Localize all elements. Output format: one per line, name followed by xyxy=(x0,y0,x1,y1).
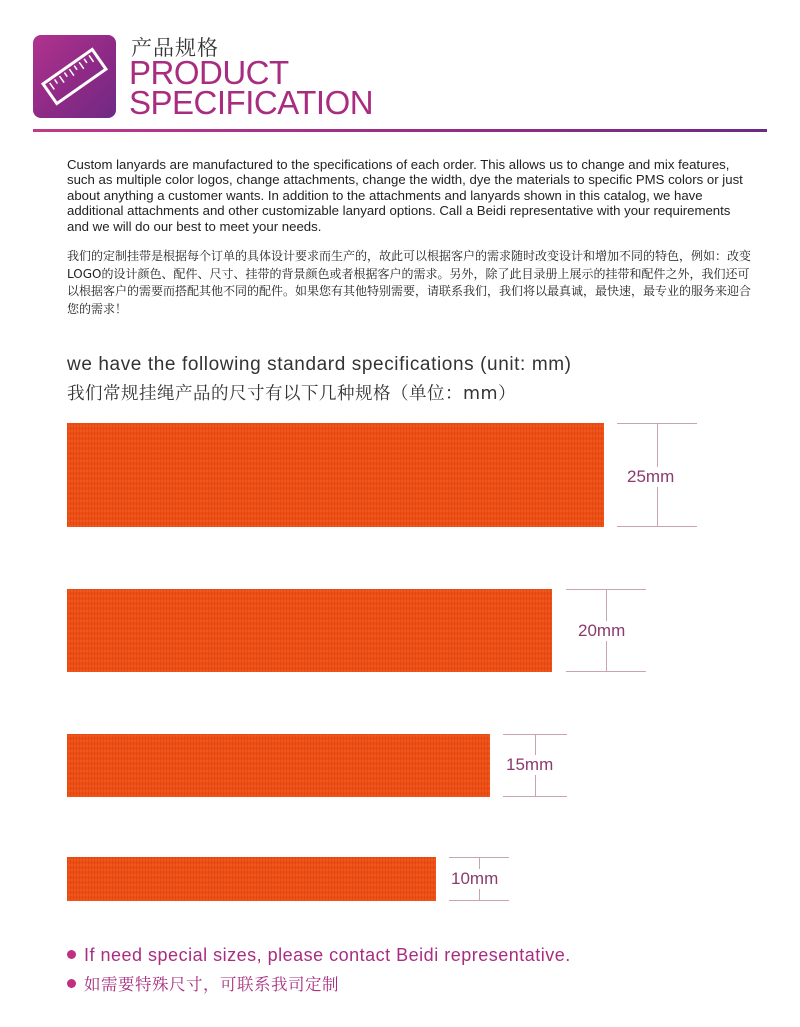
dimension-label-10mm: 10mm xyxy=(451,869,499,888)
page-title-en-line2: SPECIFICATION xyxy=(129,84,374,121)
bullet-dot-icon xyxy=(67,950,76,959)
dimension-label-25mm: 25mm xyxy=(627,467,675,486)
intro-paragraph-en: Custom lanyards are manufactured to the specifications of each order. This allows us to change and mix features, such as multiple color logos, change attachments, change the width, dye the materials to specific PMS colors or just about anything a customer wants. In addition to the attachments and lanyards shown in this catalog, we have additional attachments and other customizable lanyard options. Call a Beidi representative with your requirements and we will do our best to meet your needs. xyxy=(67,157,743,234)
logo-badge xyxy=(33,35,116,118)
lanyard-strap-15mm xyxy=(67,734,490,797)
page-title-en-line1: PRODUCT xyxy=(129,54,289,91)
special-size-note-en-text: If need special sizes, please contact Beidi representative. xyxy=(84,945,571,965)
title-divider xyxy=(33,129,767,132)
dimension-label-20mm: 20mm xyxy=(578,621,626,640)
dimension-marker-15mm xyxy=(503,734,567,797)
ruler-icon xyxy=(33,35,116,118)
page-title-en xyxy=(129,54,374,121)
standard-spec-heading-cn: 我们常规挂绳产品的尺寸有以下几种规格（单位：mm） xyxy=(67,384,517,404)
intro-paragraph-cn: 我们的定制挂带是根据每个订单的具体设计要求而生产的，故此可以根据客户的需求随时改变设计和增加不同的特色，例如：改变LOGO的设计颜色、配件、尺寸、挂带的背景颜色或者根据客户的需求。另外，除了此目录册上展示的挂带和配件之外，我们还可以根据客户的需要而搭配其他不同的配件。如果您有其他特别需要，请联系我们，我们将以最真诚，最快速，最专业的服务来迎合您的需求！ xyxy=(67,249,752,316)
dimension-marker-25mm xyxy=(617,423,697,527)
bullet-dot-icon xyxy=(67,979,76,988)
lanyard-strap-20mm xyxy=(67,589,552,672)
dimension-marker-10mm xyxy=(449,857,509,901)
lanyard-strap-25mm xyxy=(67,423,604,527)
special-size-note-cn-text: 如需要特殊尺寸，可联系我司定制 xyxy=(84,975,339,994)
special-size-note-cn xyxy=(67,971,339,995)
page-title-cn: 产品规格 xyxy=(131,36,219,60)
dimension-label-15mm: 15mm xyxy=(506,755,554,774)
special-size-note-en xyxy=(67,945,571,966)
dimension-marker-20mm xyxy=(566,589,646,672)
standard-spec-heading-en: we have the following standard specifications (unit: mm) xyxy=(67,354,572,375)
lanyard-strap-10mm xyxy=(67,857,436,901)
